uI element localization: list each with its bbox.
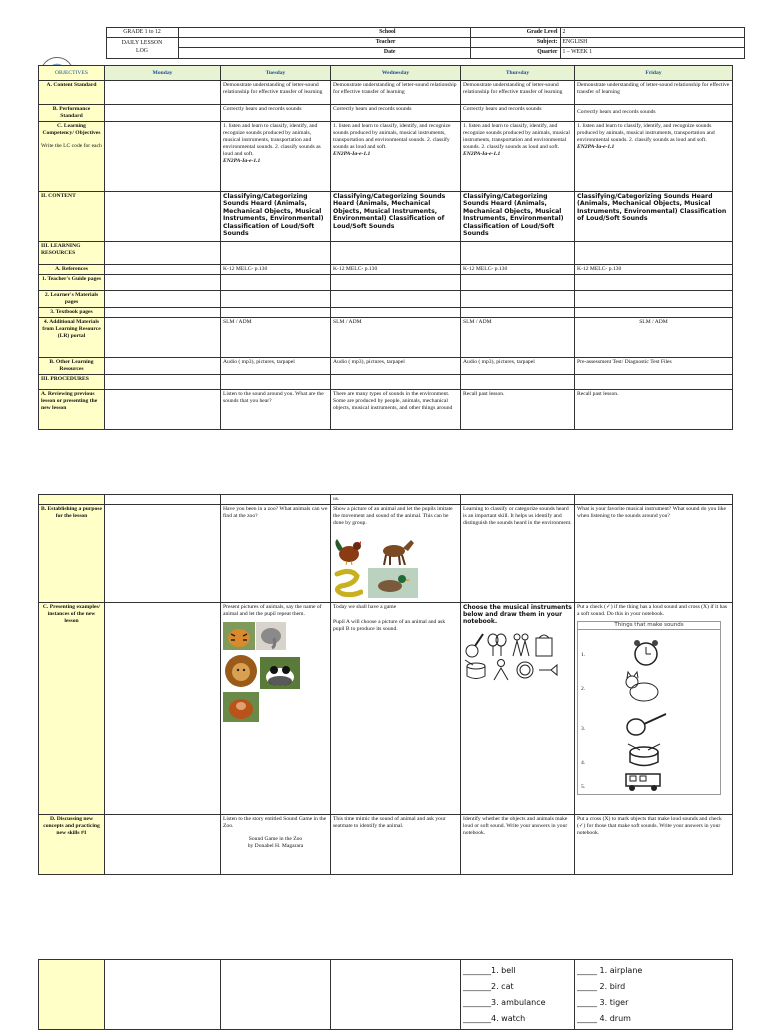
horse-icon — [376, 537, 416, 565]
purpose-fri: What is your favorite musical instrument? What sound do you like when listening to the sounds around you? — [575, 504, 733, 602]
ref-fri: K-12 MELC- p.130 — [575, 264, 733, 274]
day-wednesday: Wednesday — [331, 66, 461, 81]
objectives-header: OBJECTIVES — [39, 66, 105, 81]
other-thu: Audio ( mp3), pictures, tarpapel — [461, 357, 575, 374]
trumpet-icon — [537, 658, 559, 682]
story-author: by Donabel H. Magarara — [247, 842, 304, 849]
item-num-4: 4. — [581, 759, 586, 766]
discussing-fri: Put a cross (X) to mark objects that make loud sounds and check (✓) for those that make soft sounds. Write your answers in your notebook. — [575, 814, 733, 874]
additional-materials-label: 4. Additional Materials from Learning Resource (LR) portal — [39, 317, 105, 357]
day-thursday: Thursday — [461, 66, 575, 81]
reviewing-label: A. Reviewing previous lesson or presenting the new lesson — [39, 389, 105, 429]
quarter-label: Quarter — [470, 48, 560, 58]
item-num-1: 1. — [581, 651, 586, 658]
content-wed: Classifying/Categorizing Sounds Heard (Animals, Mechanical Objects, Musical Instruments, Environmental) Classification of Loud/Soft Sounds — [331, 191, 461, 241]
textbook-label: 3. Textbook pages — [39, 307, 105, 317]
learning-resources-label: III. LEARNING RESOURCES — [39, 241, 105, 264]
code-tue: EN2PA-Ia-e-1.1 — [223, 157, 261, 164]
lesson-table-2 — [38, 494, 733, 875]
other-fri: Pre-assessment Test/ Diagnostic Test Files — [575, 357, 733, 374]
item-num-5: 5. — [581, 783, 586, 790]
purpose-label: B. Establishing a purpose for the lesson — [39, 504, 105, 602]
item-num-2: 2. — [581, 685, 586, 692]
guitar-large-icon — [624, 710, 668, 740]
content-standard-label: A. Content Standard — [39, 81, 105, 105]
code-thu: EN2PA-Ia-e-1.1 — [463, 150, 501, 157]
presenting-wed2: Pupil A will choose a picture of an animal and ask pupil B to produce its sound. — [333, 618, 446, 632]
teachers-guide-label: 1. Teacher's Guide pages — [39, 274, 105, 290]
animal-pictures — [333, 537, 458, 601]
snake-icon — [333, 568, 363, 598]
child-playing-icon — [490, 658, 512, 682]
duck-icon — [368, 568, 418, 598]
cat-icon — [622, 670, 666, 704]
day-monday: Monday — [105, 66, 221, 81]
orangutan-icon — [223, 692, 259, 722]
review-fri: Recall past lesson. — [575, 389, 733, 429]
tiger-icon — [223, 622, 255, 650]
references-label: A. References — [39, 264, 105, 274]
presenting-label: C. Presenting examples/ instances of the new lesson — [39, 602, 105, 814]
perf-wed: Correctly hears and records sounds — [331, 105, 461, 122]
discussing-thu: Identify whether the objects and animals make loud or soft sound. Write your answers in your notebook. — [461, 814, 575, 874]
presenting-thu: Choose the musical instruments below and draw them in your notebook. — [463, 603, 572, 626]
day-tuesday: Tuesday — [221, 66, 331, 81]
grade-level-label: Grade Level — [470, 28, 560, 38]
content-label: II. CONTENT — [39, 191, 105, 241]
thu-item-4: _______4. watch — [463, 1014, 526, 1023]
content-standard-thu: Demonstrate understanding of letter-sound relationship for effective transfer of learning — [461, 81, 575, 105]
perf-thu: Correctly hears and records sounds — [461, 105, 575, 122]
code-fri: EN2PA-Ia-e-1.1 — [577, 143, 615, 150]
lesson-table-1 — [38, 65, 733, 430]
rooster-icon — [333, 539, 367, 565]
log-line1: DAILY LESSON — [121, 40, 163, 47]
thu-item-1: _______1. bell — [463, 966, 516, 975]
instrument-pictures — [463, 632, 572, 682]
grade-level-value: 2 — [560, 28, 744, 38]
teacher-label: Teacher — [178, 38, 470, 48]
item-num-3: 3. — [581, 725, 586, 732]
code-wed: EN2PA-Ia-e-1.1 — [333, 150, 371, 157]
grade-line: GRADE 1 to 12 — [106, 28, 178, 38]
content-tue: Classifying/Categorizing Sounds Heard (Animals, Mechanical Objects, Musical Instruments, Environmental) Classification of Loud/Soft Sounds — [221, 191, 331, 241]
discussing-wed: This time mimic the sound of animal and ask your seatmate to identify the animal. — [331, 814, 461, 874]
fri-item-1: _____ 1. airplane — [577, 966, 643, 975]
procedures-label: III. PROCEDURES — [39, 374, 105, 389]
content-fri: Classifying/Categorizing Sounds Heard (Animals, Mechanical Objects, Musical Instruments, Environmental) Classification of Loud/Soft Sounds — [575, 191, 733, 241]
perf-fri: Correctly hears and records sounds — [575, 105, 733, 122]
alarm-clock-icon — [630, 638, 662, 668]
guitar-icon — [463, 632, 485, 658]
add-tue: SLM / ADM — [221, 317, 331, 357]
maracas-icon — [486, 632, 508, 658]
thu-answer-list — [463, 963, 572, 1027]
fri-item-2: _____ 2. bird — [577, 982, 626, 991]
other-resources-label: B. Other Learning Resources — [39, 357, 105, 374]
comp-thu: 1. listen and learn to classify, identify, and recognize sounds produced by animals, musical instruments, transportation and environmental sounds. 2. classify sounds as loud and soft. — [463, 122, 570, 150]
thu-item-3: _______3. ambulance — [463, 998, 546, 1007]
panda-icon — [260, 657, 300, 689]
content-standard-fri: Demonstrate understanding of letter-sound relationship for effective transfer of learning — [575, 81, 733, 105]
wed-carryover: us. — [331, 495, 461, 505]
thu-item-2: _______2. cat — [463, 982, 514, 991]
perf-tue: Correctly hears and records sounds — [221, 105, 331, 122]
zoo-animal-pictures — [223, 622, 328, 725]
tambourine-icon — [514, 658, 536, 682]
subject-label: Subject: — [470, 38, 560, 48]
fri-item-3: _____ 3. tiger — [577, 998, 629, 1007]
fri-item-4: _____ 4. drum — [577, 1014, 631, 1023]
add-wed: SLM / ADM — [331, 317, 461, 357]
other-wed: Audio ( mp3), pictures, tarpapel — [331, 357, 461, 374]
presenting-tue: Present pictures of animals, say the name of animal and let the pupil repeat them. — [223, 603, 322, 617]
log-line2: LOG — [136, 48, 148, 55]
things-box-title: Things that make sounds — [578, 622, 720, 630]
review-wed: There are many types of sounds in the environment. Some are produced by people, animals, mechanical objects, musical instruments, and other things around — [331, 389, 461, 429]
train-icon — [622, 770, 668, 792]
discussing-tue: Listen to the story entitled Sound Game in the Zoo. — [223, 815, 327, 829]
header-table — [32, 27, 745, 59]
add-thu: SLM / ADM — [461, 317, 575, 357]
story-title: Sound Game in the Zoo — [248, 835, 303, 842]
school-label: School — [178, 28, 470, 38]
purpose-tue: Have you been in a zoo? What animals can we find at the zoo? — [221, 504, 331, 602]
kids-icon — [510, 632, 532, 658]
subject-value: ENGLISH — [560, 38, 744, 48]
things-box — [577, 621, 721, 795]
elephant-icon — [256, 622, 286, 650]
content-standard-tue: Demonstrate understanding of letter-sound relationship for effective transfer of learning — [221, 81, 331, 105]
presenting-wed: Today we shall have a game — [333, 603, 397, 610]
add-fri: SLM / ADM — [575, 317, 733, 357]
drum-icon — [463, 658, 489, 682]
lion-icon — [223, 653, 259, 689]
date-label: Date — [178, 48, 470, 58]
lc-code-note: Write the LC code for each — [41, 142, 102, 149]
bag-icon — [533, 632, 555, 658]
comp-fri: 1. listen and learn to classify, identify, and recognize sounds produced by animals, musical instruments, transportation and environmental sounds. 2. classify sounds as loud and soft. — [577, 122, 715, 143]
ref-tue: K-12 MELC- p.130 — [221, 264, 331, 274]
learners-materials-label: 2. Learner's Materials pages — [39, 290, 105, 307]
quarter-value: 1 – WEEK 1 — [560, 48, 744, 58]
ref-wed: K-12 MELC- p.130 — [331, 264, 461, 274]
purpose-wed: Show a picture of an animal and let the pupils imitate the movement and sound of the animal. This can be done by group. — [333, 505, 453, 526]
content-thu: Classifying/Categorizing Sounds Heard (Animals, Mechanical Objects, Musical Instruments, Environmental) Classification of Loud/Soft Sounds — [461, 191, 575, 241]
comp-tue: 1. listen and learn to classify, identify, and recognize sounds produced by animals, musical instruments, transportation and environmental sounds. 2. classify sounds as loud and soft. — [223, 122, 321, 157]
drum-large-icon — [624, 742, 664, 772]
review-thu: Recall past lesson. — [461, 389, 575, 429]
day-friday: Friday — [575, 66, 733, 81]
content-standard-wed: Demonstrate understanding of letter-sound relationship for effective transfer of learning — [331, 81, 461, 105]
presenting-fri: Put a check (✓) if the thing has a loud sound and cross (X) if it has a soft sound. Do this in your notebook. — [577, 603, 728, 617]
purpose-thu: Learning to classify or categorize sounds heard is an important skill. It helps us identify and distinguish the sounds heard in the environment. — [461, 504, 575, 602]
lesson-table-3 — [38, 959, 733, 1030]
other-tue: Audio ( mp3), pictures, tarpapel — [221, 357, 331, 374]
discussing-label: D. Discussing new concepts and practicing new skills #1 — [39, 814, 105, 874]
fri-answer-list — [577, 963, 730, 1027]
ref-thu: K-12 MELC- p.130 — [461, 264, 575, 274]
comp-wed: 1. listen and learn to classify, identify, and recognize sounds produced by animals, musical instruments, transportation and environmental sounds. 2. classify sounds as loud and soft. — [333, 122, 451, 150]
performance-standard-label: B. Performance Standard — [39, 105, 105, 122]
competency-label: C. Learning Competency/ Objectives — [42, 122, 101, 136]
review-tue: Listen to the sound around you. What are the sounds that you hear? — [221, 389, 331, 429]
